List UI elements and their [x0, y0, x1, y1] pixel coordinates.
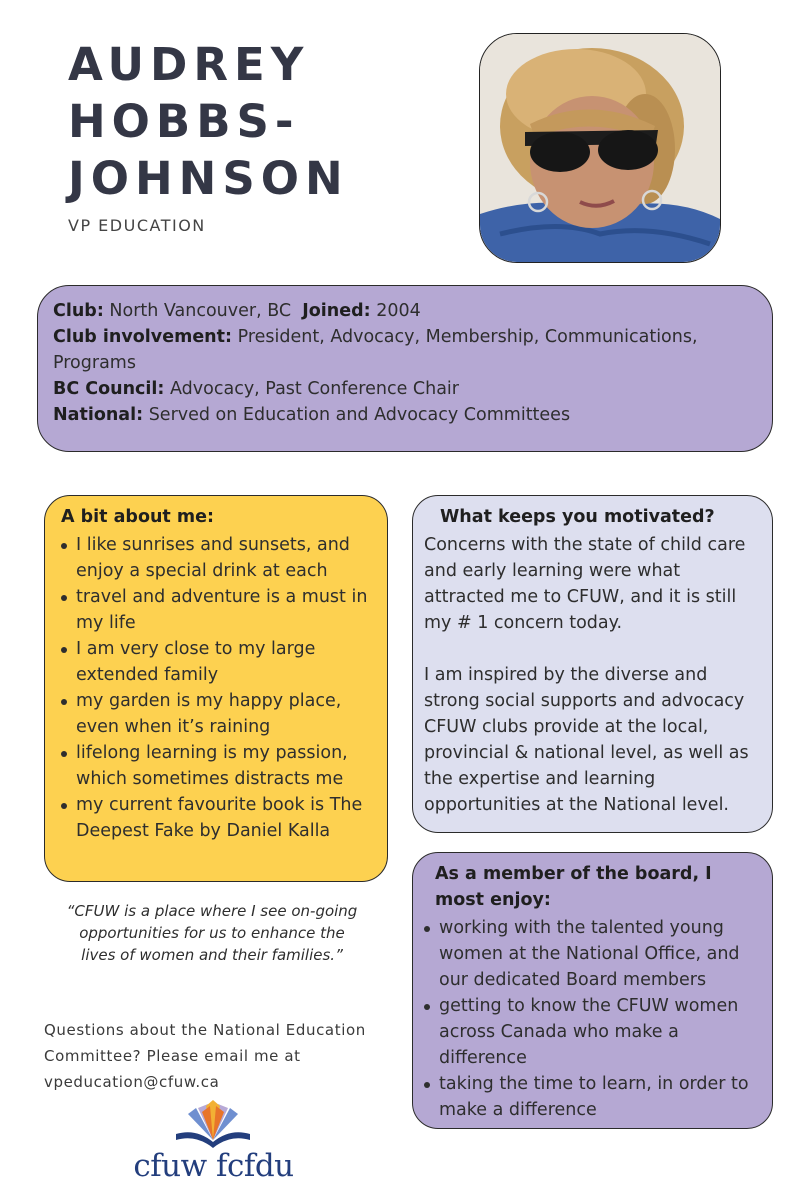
council-line — [53, 376, 756, 402]
list-item: my garden is my happy place, even when it’s raining — [61, 688, 377, 740]
quote-text: “CFUW is a place where I see on-going opportunities for us to enhance the lives of women and their families.” — [66, 902, 358, 964]
club-line — [53, 298, 756, 324]
name-line-1: AUDREY — [68, 38, 310, 91]
list-item: getting to know the CFUW women across Canada who make a difference — [424, 993, 764, 1071]
name-line-3: JOHNSON — [68, 152, 349, 205]
list-item: travel and adventure is a must in my life — [61, 584, 377, 636]
involvement-value: President, Advocacy, Membership, Communications, Programs — [53, 327, 698, 373]
motivation-title: What keeps you motivated? — [440, 507, 715, 527]
involvement-label: Club involvement: — [53, 327, 233, 347]
joined-label: Joined: — [302, 301, 371, 321]
board-panel — [412, 852, 773, 1129]
motivation-panel — [412, 495, 773, 833]
list-item: lifelong learning is my passion, which sometimes distracts me — [61, 740, 377, 792]
board-list — [424, 915, 764, 1123]
person-name — [68, 36, 428, 207]
profile-photo — [479, 33, 721, 263]
club-label: Club: — [53, 301, 104, 321]
motivation-paragraph-1: Concerns with the state of child care and early learning were what attracted me to CFUW, and it is still my # 1 concern today. — [424, 535, 746, 633]
name-line-2: HOBBS- — [68, 95, 300, 148]
motivation-paragraph-2: I am inspired by the diverse and strong social supports and advocacy CFUW clubs provide at the local, provincial & national level, as well as the expertise and learning opportunities at the National level. — [424, 665, 749, 815]
joined-value: 2004 — [376, 301, 421, 321]
role-title: VP EDUCATION — [68, 216, 206, 235]
national-label: National: — [53, 405, 144, 425]
club-value: North Vancouver, BC — [109, 301, 292, 321]
involvement-line — [53, 324, 756, 376]
council-label: BC Council: — [53, 379, 165, 399]
portrait-illustration — [480, 34, 720, 262]
council-value: Advocacy, Past Conference Chair — [170, 379, 459, 399]
logo-wordmark: cfuw fcfdu — [133, 1148, 294, 1184]
list-item: my current favourite book is The Deepest Fake by Daniel Kalla — [61, 792, 377, 844]
national-line — [53, 402, 756, 428]
national-value: Served on Education and Advocacy Committees — [148, 405, 571, 425]
open-book-fan-icon — [126, 1100, 301, 1152]
list-item: I am very close to my large extended family — [61, 636, 377, 688]
about-title: A bit about me: — [61, 507, 214, 527]
list-item: I like sunrises and sunsets, and enjoy a special drink at each — [61, 532, 377, 584]
about-list — [61, 532, 377, 844]
about-me-panel — [44, 495, 388, 882]
board-title: As a member of the board, I most enjoy: — [435, 864, 712, 910]
contact-text: Questions about the National Education Committee? Please email me at vpeducation@cfuw.ca — [44, 1021, 366, 1091]
cfuw-logo — [126, 1100, 301, 1190]
list-item: working with the talented young women at the National Office, and our dedicated Board members — [424, 915, 764, 993]
club-info-panel — [37, 285, 773, 452]
list-item: taking the time to learn, in order to make a difference — [424, 1071, 764, 1123]
